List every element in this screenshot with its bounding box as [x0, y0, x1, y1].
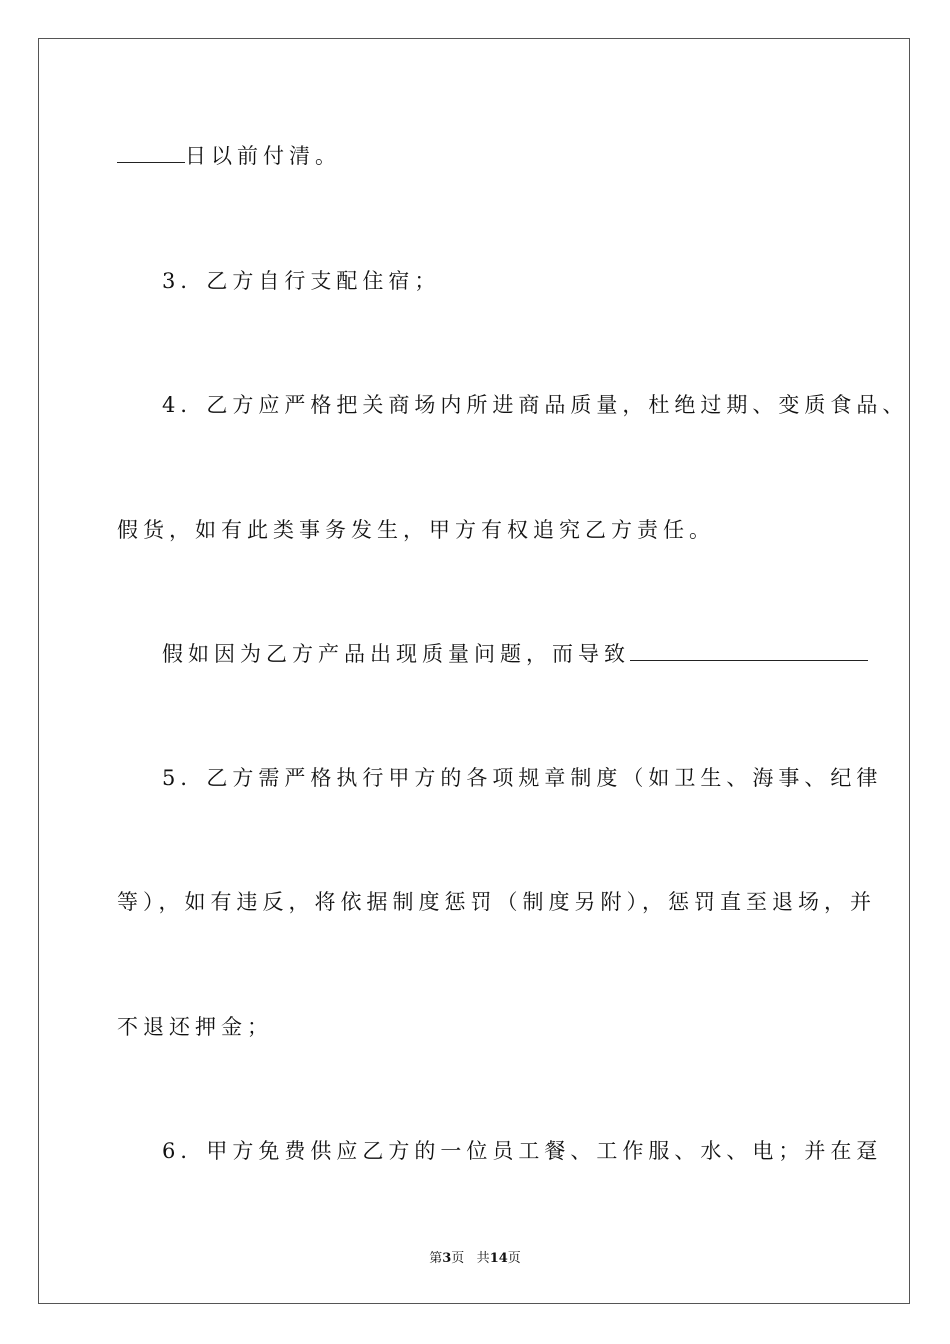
- line-text: 6．甲方免费供应乙方的一位员工餐、工作服、水、电；并在趸: [162, 1139, 883, 1163]
- page-border: [38, 38, 910, 1304]
- paragraph-line: [162, 389, 908, 419]
- paragraph-line: [117, 886, 876, 916]
- paragraph-line: [162, 762, 882, 792]
- total-pages: 14: [489, 1251, 508, 1266]
- paragraph-line: [162, 265, 440, 295]
- footer-text: 页: [507, 1251, 521, 1266]
- paragraph-line: [162, 1135, 882, 1165]
- paragraph-line: [117, 514, 715, 544]
- footer-text: 页: [451, 1251, 465, 1266]
- line-text: 假货，如有此类事务发生，甲方有权追究乙方责任。: [117, 518, 715, 542]
- footer-text: 共: [476, 1251, 490, 1266]
- page-number: 3: [442, 1251, 452, 1266]
- line-text: 等），如有违反，将依据制度惩罚（制度另附），惩罚直至退场，并: [117, 890, 876, 914]
- line-text: 4．乙方应严格把关商场内所进商品质量，杜绝过期、变质食品、: [162, 393, 909, 417]
- fill-blank: [630, 659, 868, 661]
- page-footer: [0, 1247, 950, 1266]
- paragraph-line: [162, 638, 868, 668]
- line-text: 日以前付清。: [185, 144, 341, 168]
- line-text: 假如因为乙方产品出现质量问题，而导致: [162, 642, 630, 666]
- fill-blank: [117, 161, 185, 163]
- line-text: 不退还押金；: [117, 1015, 273, 1039]
- paragraph-line: [117, 1011, 273, 1041]
- paragraph-line: [117, 140, 341, 170]
- footer-text: 第: [429, 1251, 443, 1266]
- line-text: 5．乙方需严格执行甲方的各项规章制度（如卫生、海事、纪律: [162, 766, 883, 790]
- line-text: 3．乙方自行支配住宿；: [162, 269, 441, 293]
